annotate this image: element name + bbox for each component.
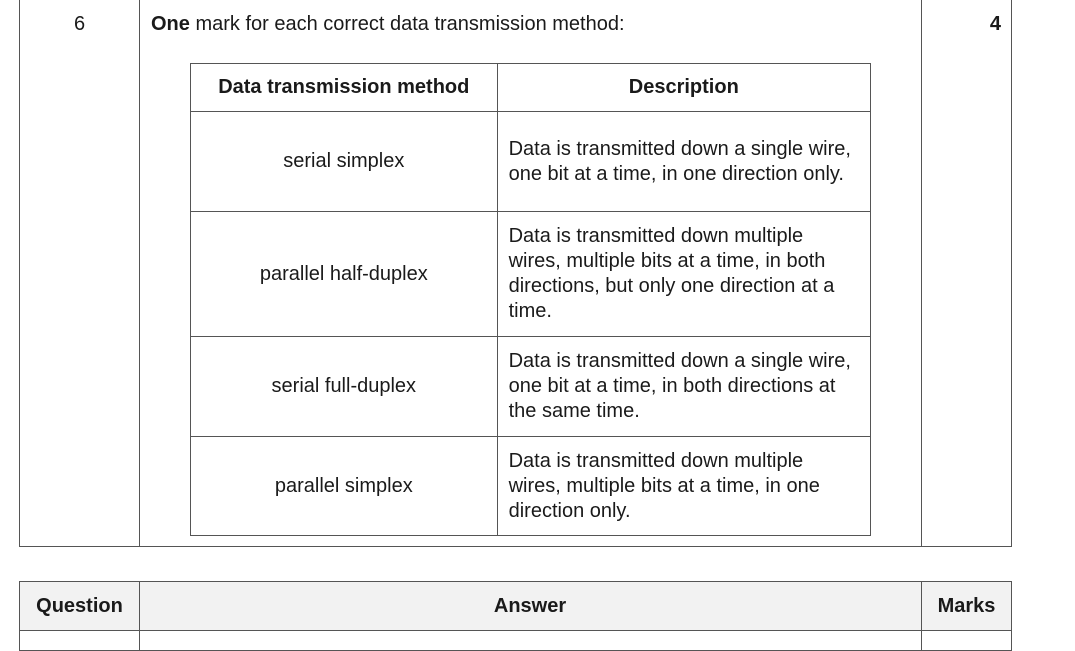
table-row	[191, 337, 871, 437]
description-cell: Data is transmitted down a single wire, one bit at a time, in one direction only.	[497, 112, 870, 212]
answer-lead-rest: mark for each correct data transmission method:	[189, 13, 625, 35]
marks-column-divider	[921, 0, 922, 546]
answer-lead-bold: One	[151, 13, 190, 35]
question-number: 6	[73, 13, 86, 35]
question-column-divider	[139, 0, 140, 546]
description-cell: Data is transmitted down multiple wires, multiple bits at a time, in both directions, but only one direction at a time.	[497, 212, 870, 337]
method-cell: serial full-duplex	[191, 337, 498, 437]
description-cell: Data is transmitted down a single wire, one bit at a time, in both directions at the same time.	[497, 337, 870, 437]
table-row	[191, 212, 871, 337]
method-cell: serial simplex	[191, 112, 498, 212]
header-answer: Answer	[493, 595, 567, 617]
method-cell: parallel half-duplex	[191, 212, 498, 337]
answer-lead-text	[151, 13, 625, 36]
header-marks: Marks	[937, 595, 996, 617]
header-description: Description	[497, 64, 870, 112]
method-cell: parallel simplex	[191, 437, 498, 536]
transmission-method-table	[190, 63, 871, 536]
question-6-row	[19, 0, 1012, 547]
header-question: Question	[36, 595, 123, 617]
table-row	[191, 437, 871, 536]
description-cell: Data is transmitted down multiple wires, multiple bits at a time, in one direction only.	[497, 437, 870, 536]
table-row	[191, 112, 871, 212]
marks-value: 4	[989, 13, 1001, 35]
table-header-row	[191, 64, 871, 112]
header-method: Data transmission method	[191, 64, 498, 112]
mark-scheme-header-row	[19, 581, 1012, 651]
